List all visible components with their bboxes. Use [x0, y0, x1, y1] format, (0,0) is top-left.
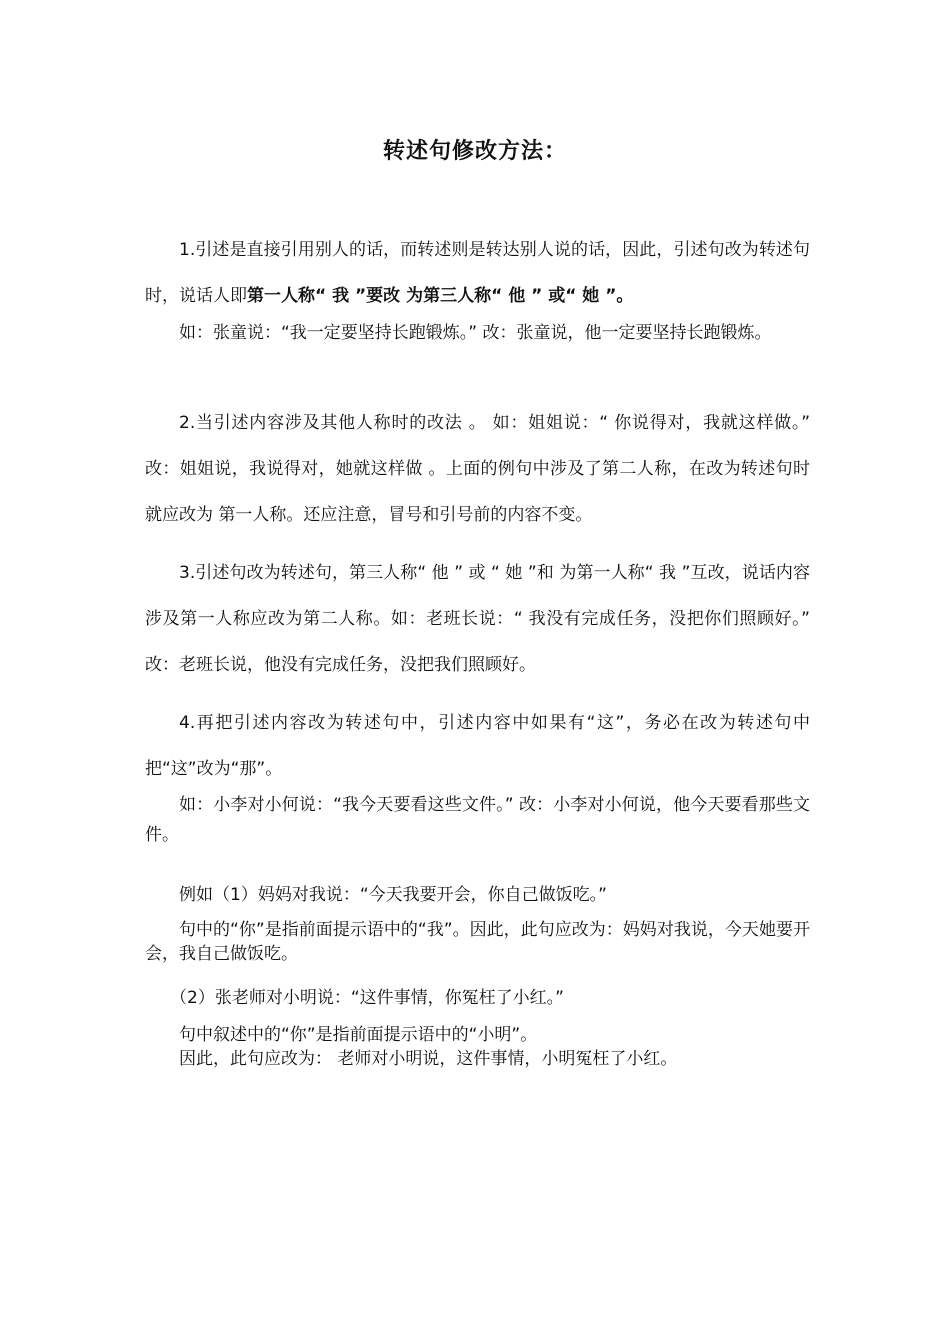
- example-2-result: 因此，此句应改为： 老师对小明说，这件事情，小明冤枉了小红。: [179, 1049, 678, 1069]
- example-2-explanation: 句中叙述中的“你”是指前面提示语中的“小明”。: [179, 1025, 538, 1045]
- example-1-explanation: 句中的“你”是指前面提示语中的“我”。因此，此句应改为：妈妈对我说，今天她要开会，我自己做饭吃。: [145, 920, 810, 964]
- paragraph-4: 4.再把引述内容改为转述句中，引述内容中如果有“这”，务必在改为转述句中把“这”改为“那”。: [145, 713, 810, 779]
- document-title: 转述句修改方法：: [382, 139, 567, 164]
- paragraph-1-example: 如：张童说：“我一定要坚持长跑锻炼。” 改：张童说，他一定要坚持长跑锻炼。: [179, 323, 772, 343]
- paragraph-4-example: 如：小李对小何说：“我今天要看这些文件。” 改：小李对小何说，他今天要看那些文件。: [145, 795, 810, 845]
- example-1: 例如（1）妈妈对我说：“今天我要开会，你自己做饭吃。”: [179, 885, 607, 905]
- paragraph-1-text: 1.引述是直接引用别人的话，而转述则是转达别人说的话，因此，引述句改为转述句时，说话人即: [145, 240, 810, 306]
- paragraph-1: [145, 227, 810, 319]
- paragraph-3: 3.引述句改为转述句，第三人称“ 他 ” 或 “ 她 ”和 为第一人称“ 我 ”互改，说话内容涉及第一人称应改为第二人称。如：老班长说：“ 我没有完成任务，没把你们照顾好。” 改：老班长说，他没有完成任务，没把我们照顾好。: [145, 563, 810, 675]
- paragraph-2: 2.当引述内容涉及其他人称时的改法 。 如：姐姐说：“ 你说得对，我就这样做。” 改：姐姐说，我说得对，她就这样做 。上面的例句中涉及了第二人称，在改为转述句时就应改为 第一人称。还应注意，冒号和引号前的内容不变。: [145, 413, 810, 525]
- example-2: （2）张老师对小明说：“这件事情，你冤枉了小红。”: [170, 988, 564, 1008]
- paragraph-1-bold-text: 第一人称“ 我 ”要改 为第三人称“ 他 ” 或“ 她 ”。: [247, 286, 634, 306]
